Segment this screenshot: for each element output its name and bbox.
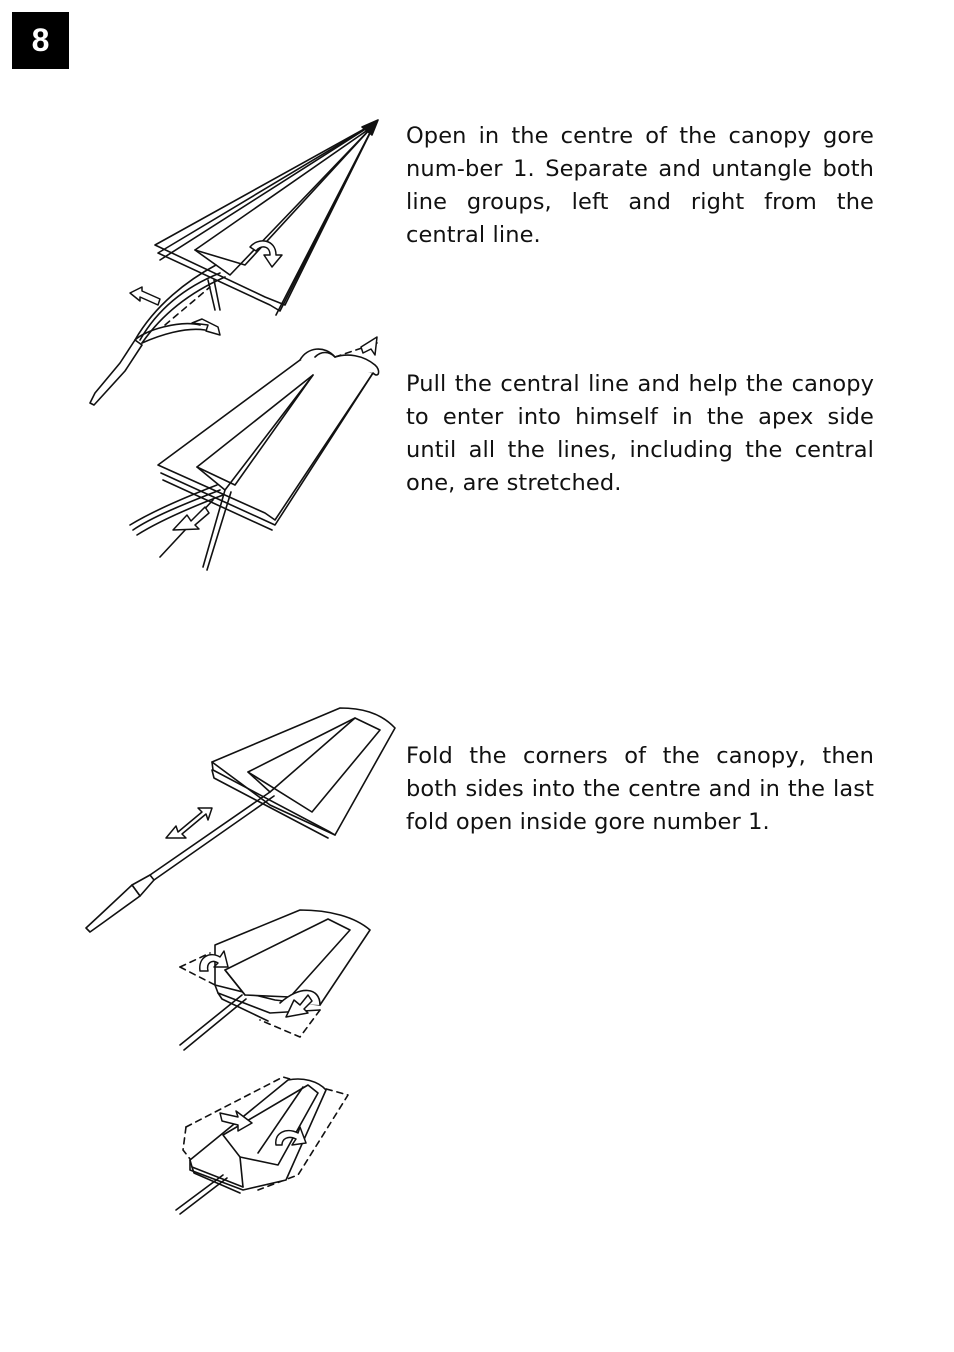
step-text-open-gore: Open in the centre of the canopy gore num-ber 1. Separate and untangle both line groups, left and right from the central line. — [406, 123, 874, 248]
page-number-badge: 8 — [12, 12, 69, 69]
step-text-fold-corners: Fold the corners of the canopy, then both sides into the centre and in the last fold open inside gore number 1. — [406, 743, 874, 835]
illustration-pull-central-line — [125, 335, 390, 575]
illustration-fold-sides — [168, 1065, 358, 1215]
illustration-folded-with-lines — [80, 700, 400, 940]
illustration-fold-corners — [170, 905, 375, 1055]
step-text-pull-central-line: Pull the central line and help the canopy to enter into himself in the apex side until all the lines, including the central one, are stretched. — [406, 371, 874, 496]
